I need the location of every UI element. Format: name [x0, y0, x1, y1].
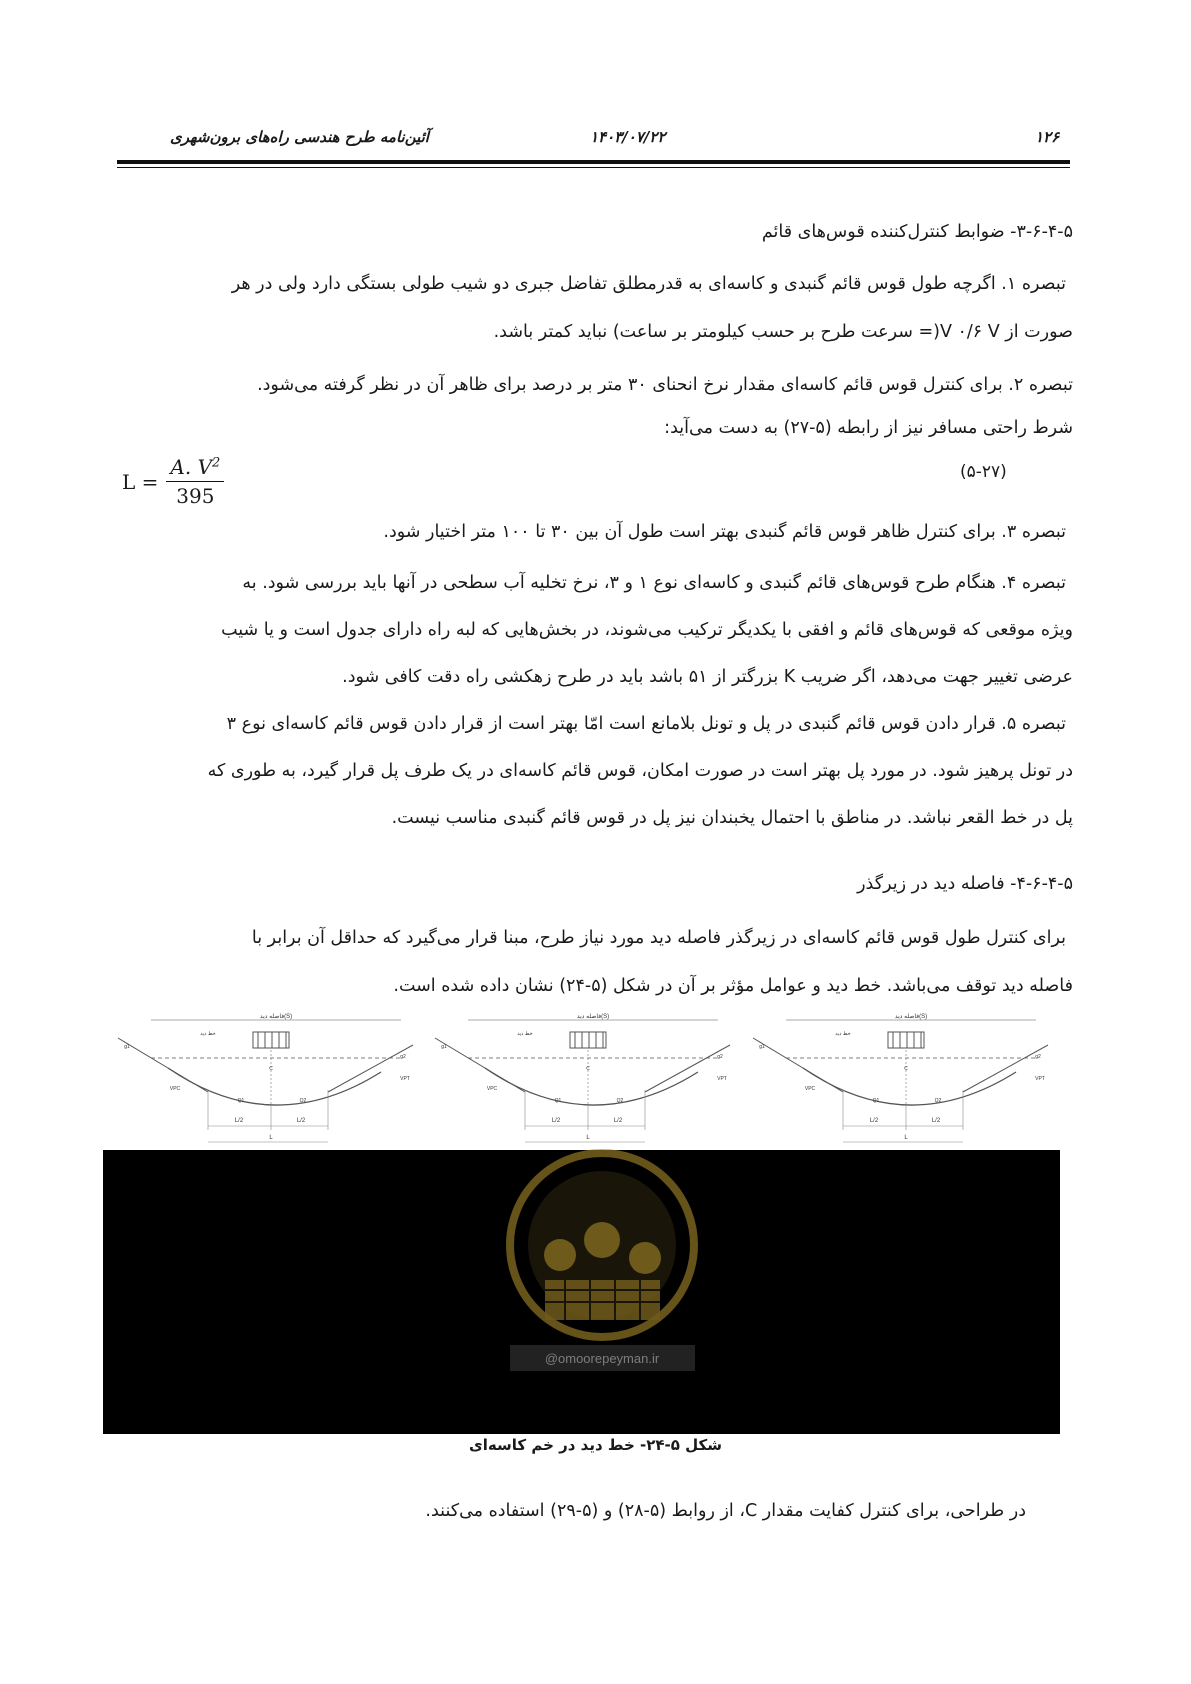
vpc-label: VPC [486, 1086, 498, 1092]
half-length-label: L/2 [551, 1118, 561, 1124]
formula-denominator: 395 [176, 484, 215, 508]
c-label: C [269, 1066, 273, 1072]
closing-paragraph: در طراحی، برای کنترل کفایت مقدار C، از روابط (۵-۲۸) و (۵-۲۹) استفاده می‌کنند. [425, 1501, 1026, 1521]
grade-line-g2 [328, 1045, 413, 1092]
header-rule-thin [117, 167, 1070, 168]
formula-numerator: A. V [170, 455, 213, 479]
page-number: ۱۲۶ [1035, 128, 1060, 146]
section-heading: ۴-۶-۴-۵- فاصله دید در زیرگذر [857, 874, 1073, 894]
q1-label: Q1 [872, 1098, 880, 1104]
half-length-label: L/2 [613, 1118, 623, 1124]
length-label: L [269, 1135, 273, 1141]
top-dimension-label: فاصله دید(S) [576, 1014, 610, 1020]
formula-27 [122, 455, 224, 508]
paragraph-line: تبصره ۵. قرار دادن قوس قائم گنبدی در پل و تونل بلامانع است امّا بهتر است از قرار دادن قوس قائم کاسه‌ای نوع ۳ [226, 714, 1066, 734]
paragraph-line: در تونل پرهیز شود. در مورد پل بهتر است در صورت امکان، قوس قائم کاسه‌ای در یک طرف پل قرار گیرد، به طوری که [207, 761, 1073, 781]
c-label: C [904, 1066, 908, 1072]
watermark-text: @omoorepeyman.ir [544, 1351, 660, 1366]
sag-curve [803, 1068, 1016, 1105]
sight-line-label: خط دید [200, 1031, 216, 1037]
sag-curve [485, 1068, 698, 1105]
figure-caption: شکل ۵-۲۴- خط دید در خم کاسه‌ای [469, 1436, 722, 1454]
q2-label: Q2 [299, 1098, 307, 1104]
g1-label: g1 [124, 1044, 130, 1050]
g1-label: g1 [441, 1044, 447, 1050]
grade-line-g2 [645, 1045, 730, 1092]
length-label: L [586, 1135, 590, 1141]
paragraph-line: ویژه موقعی که قوس‌های قائم و افقی با یکدیگر ترکیب می‌شوند، در بخش‌هایی که لبه راه دارای جدول است و یا شیب [221, 620, 1073, 640]
sag-curve-panel [430, 1010, 735, 1150]
q1-label: Q1 [237, 1098, 245, 1104]
paragraph-line: فاصله دید توقف می‌باشد. خط دید و عوامل مؤثر بر آن در شکل (۵-۲۴) نشان داده شده است. [393, 976, 1073, 996]
paragraph-line: شرط راحتی مسافر نیز از رابطه (۵-۲۷) به دست می‌آید: [664, 418, 1073, 438]
g1-label: g1 [759, 1044, 765, 1050]
paragraph-line: صورت از V ۰/۶ V(= سرعت طرح بر حسب کیلومتر بر ساعت) نباید کمتر باشد. [493, 322, 1073, 342]
paragraph-line: تبصره ۱. اگرچه طول قوس قائم گنبدی و کاسه‌ای به قدرمطلق تفاضل جبری دو شیب طولی بستگی دارد ولی در هر [231, 274, 1066, 294]
paragraph-line: پل در خط القعر نباشد. در مناطق با احتمال یخبندان نیز پل در قوس قائم گنبدی مناسب نیست. [391, 808, 1073, 828]
grade-line-g2 [963, 1045, 1048, 1092]
g2-label: g2 [1035, 1054, 1041, 1060]
vpt-label: VPT [400, 1076, 410, 1082]
q2-label: Q2 [934, 1098, 942, 1104]
c-label: C [586, 1066, 590, 1072]
formula-lhs: L = [122, 469, 159, 494]
sag-curve-panel [113, 1010, 418, 1150]
half-length-label: L/2 [234, 1118, 244, 1124]
paragraph-line: تبصره ۳. برای کنترل ظاهر قوس قائم گنبدی بهتر است طول آن بین ۳۰ تا ۱۰۰ متر اختیار شود. [383, 522, 1066, 542]
header-rule [117, 160, 1070, 164]
paragraph-line: تبصره ۲. برای کنترل قوس قائم کاسه‌ای مقدار نرخ انحنای ۳۰ متر بر درصد برای ظاهر آن در نظر گرفته می‌شود. [257, 375, 1073, 395]
half-length-label: L/2 [869, 1118, 879, 1124]
g2-label: g2 [717, 1054, 723, 1060]
vpt-label: VPT [1035, 1076, 1045, 1082]
vpc-label: VPC [169, 1086, 181, 1092]
vpt-label: VPT [717, 1076, 727, 1082]
top-dimension-label: فاصله دید(S) [259, 1014, 293, 1020]
g2-label: g2 [400, 1054, 406, 1060]
length-label: L [904, 1135, 908, 1141]
equation-number: (۵-۲۷) [960, 462, 1007, 482]
sag-curve-panel [748, 1010, 1053, 1150]
watermark-logo-icon [490, 1140, 715, 1380]
sag-curve [168, 1068, 381, 1105]
paragraph-line: عرضی تغییر جهت می‌دهد، اگر ضریب K بزرگتر از ۵۱ باشد باید در طرح زهکشی راه دقت کافی شود. [342, 667, 1073, 687]
formula-exponent: 2 [212, 455, 221, 471]
vpc-label: VPC [804, 1086, 816, 1092]
q1-label: Q1 [554, 1098, 562, 1104]
paragraph-line: تبصره ۴. هنگام طرح قوس‌های قائم گنبدی و کاسه‌ای نوع ۱ و ۳، نرخ تخلیه آب سطحی در آنها باید بررسی شود. به [242, 573, 1066, 593]
sight-line-label: خط دید [835, 1031, 851, 1037]
formula-fraction [166, 455, 224, 508]
sight-line-label: خط دید [517, 1031, 533, 1037]
top-dimension-label: فاصله دید(S) [894, 1014, 928, 1020]
paragraph-line: برای کنترل طول قوس قائم کاسه‌ای در زیرگذر فاصله دید مورد نیاز طرح، مبنا قرار می‌گیرد که حداقل آن برابر با [251, 928, 1066, 948]
header-title: آئین‌نامه طرح هندسی راه‌های برون‌شهری [170, 128, 429, 146]
q2-label: Q2 [616, 1098, 624, 1104]
header-date: ۱۴۰۳/۰۷/۲۲ [590, 128, 666, 146]
half-length-label: L/2 [296, 1118, 306, 1124]
section-heading: ۳-۶-۴-۵- ضوابط کنترل‌کننده قوس‌های قائم [761, 222, 1073, 242]
half-length-label: L/2 [931, 1118, 941, 1124]
